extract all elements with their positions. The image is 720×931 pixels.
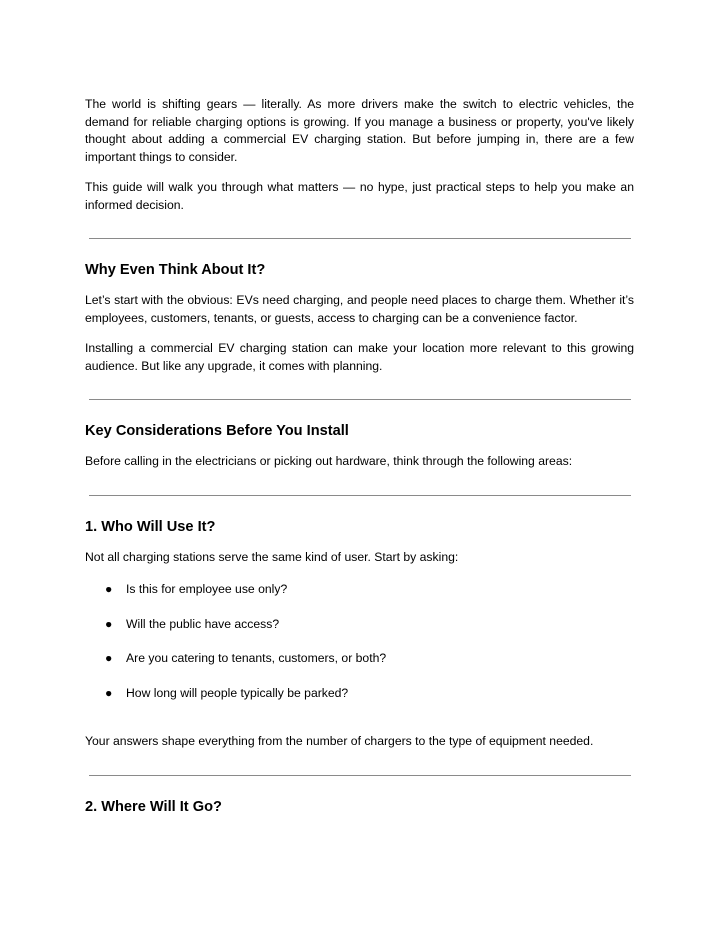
section-heading-who: 1. Who Will Use It? bbox=[85, 518, 216, 535]
section-heading-why: Why Even Think About It? bbox=[85, 262, 266, 278]
intro-paragraph-2: This guide will walk you through what matters — no hype, just practical steps to help you make an informed decision. bbox=[85, 180, 634, 212]
bullet-icon: ● bbox=[105, 616, 113, 631]
section-divider bbox=[89, 238, 631, 239]
document-page bbox=[85, 96, 634, 816]
section-heading-where: 2. Where Will It Go? bbox=[85, 798, 222, 815]
bullet-icon: ● bbox=[105, 685, 113, 700]
list-item bbox=[85, 650, 634, 668]
why-paragraph-1: Let’s start with the obvious: EVs need charging, and people need places to charge them. Whether it’s employees, customers, tenants, or guests, access to charging can be a convenience factor. bbox=[85, 293, 634, 325]
who-paragraph-2: Your answers shape everything from the number of chargers to the type of equipment needed. bbox=[85, 734, 594, 748]
key-paragraph-1: Before calling in the electricians or picking out hardware, think through the following areas: bbox=[85, 454, 573, 468]
section-divider bbox=[89, 495, 631, 496]
section-divider bbox=[89, 399, 631, 400]
section-heading-key-considerations: Key Considerations Before You Install bbox=[85, 423, 349, 439]
list-item bbox=[85, 581, 634, 599]
list-item-text: How long will people typically be parked? bbox=[126, 685, 349, 700]
list-item-text: Is this for employee use only? bbox=[126, 582, 288, 596]
list-item bbox=[85, 685, 634, 703]
bullet-icon: ● bbox=[105, 651, 113, 665]
section-divider bbox=[89, 775, 631, 776]
list-item-text: Are you catering to tenants, customers, or both? bbox=[126, 651, 387, 665]
list-item bbox=[85, 616, 634, 634]
why-paragraph-2: Installing a commercial EV charging station can make your location more relevant to this growing audience. But like any upgrade, it comes with planning. bbox=[85, 341, 634, 373]
intro-paragraph-1: The world is shifting gears — literally. As more drivers make the switch to electric vehicles, the demand for reliable charging options is growing. If you manage a business or property, you've likely thought about adding a commercial EV charging station. But before jumping in, there are a few important things to consider. bbox=[85, 97, 634, 164]
who-paragraph-1: Not all charging stations serve the same kind of user. Start by asking: bbox=[85, 549, 459, 564]
list-item-text: Will the public have access? bbox=[126, 616, 280, 631]
bullet-icon: ● bbox=[105, 582, 113, 596]
who-bullet-list bbox=[85, 581, 634, 702]
